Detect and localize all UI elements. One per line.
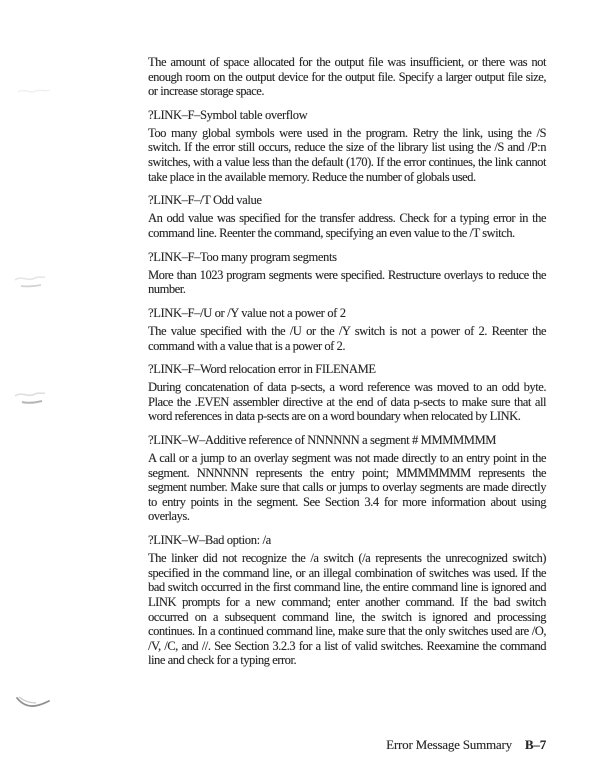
footer-title: Error Message Summary [386,737,512,752]
error-description: More than 1023 program segments were specified. Restructure overlays to reduce the number. [148,267,546,297]
page-content [148,55,546,668]
error-message-heading: ?LINK–F–Word relocation error in FILENAME [148,362,376,377]
error-section [148,433,546,524]
page-number: B–7 [524,737,546,752]
error-section [148,55,546,99]
error-description: The value specified with the /U or the /Y switch is not a power of 2. Reenter the command with a value that is a power of 2. [148,323,546,353]
error-section [148,250,546,297]
error-message-heading: ?LINK–F–/U or /Y value not a power of 2 [148,305,346,320]
error-message-heading: ?LINK–W–Additive reference of NNNNNN a segment # MMMMMMM [148,432,497,447]
error-description: The amount of space allocated for the output file was insufficient, or there was not enough room on the output device for the output file. Specify a larger output file size, or increase storage space. [148,55,546,99]
error-description: Too many global symbols were used in the program. Retry the link, using the /S switch. If the error still occurs, reduce the size of the library list using the /S and /P:n switches, with a value less than the default (170). If the error continues, the link cannot take place in the available memory. Reduce the number of globals used. [148,125,546,184]
error-section [148,362,546,424]
error-message-heading: ?LINK–F–/T Odd value [148,193,262,208]
error-message-heading: ?LINK–F–Too many program segments [148,249,337,264]
error-section [148,533,546,668]
error-description: The linker did not recognize the /a switch (/a represents the unrecognized switch) specified in the command line, or an illegal combination of switches was used. If the bad switch occurred in the first command line, the entire command line is ignored and LINK prompts for a new command; enter another command. If the bad switch occurred on a subsequent command line, the switch is ignored and processing continues. In a continued command line, make sure that the only switches used are /O, /V, /C, and //. See Section 3.2.3 for a list of valid switches. Reexamine the command line and check for a typing error. [148,551,546,668]
error-message-heading: ?LINK–W–Bad option: /a [148,533,271,548]
error-section [148,193,546,240]
error-message-heading: ?LINK–F–Symbol table overflow [148,107,308,122]
page-footer [386,737,546,753]
error-description: A call or a jump to an overlay segment was not made directly to an entry point in the segment. NNNNNN represents the entry point; MMMMMMM represents the segment number. Make sure that calls or jumps to overlay segments are made directly to entry points in the segment. See Section 3.4 for more information about using overlays. [148,451,546,524]
margin-smudge-icon [16,85,52,99]
error-section [148,108,546,184]
margin-smudge-icon [13,388,47,408]
margin-smudge-icon [15,693,51,711]
error-description: An odd value was specified for the transfer address. Check for a typing error in the command line. Reenter the command, specifying an even value to the /T switch. [148,211,546,240]
error-description: During concatenation of data p-sects, a word reference was moved to an odd byte. Place the .EVEN assembler directive at the end of data p-sects to make sure that all word references in data p-sects are on a word boundary when relocated by LINK. [148,380,546,424]
margin-smudge-icon [13,272,47,292]
error-section [148,306,546,353]
